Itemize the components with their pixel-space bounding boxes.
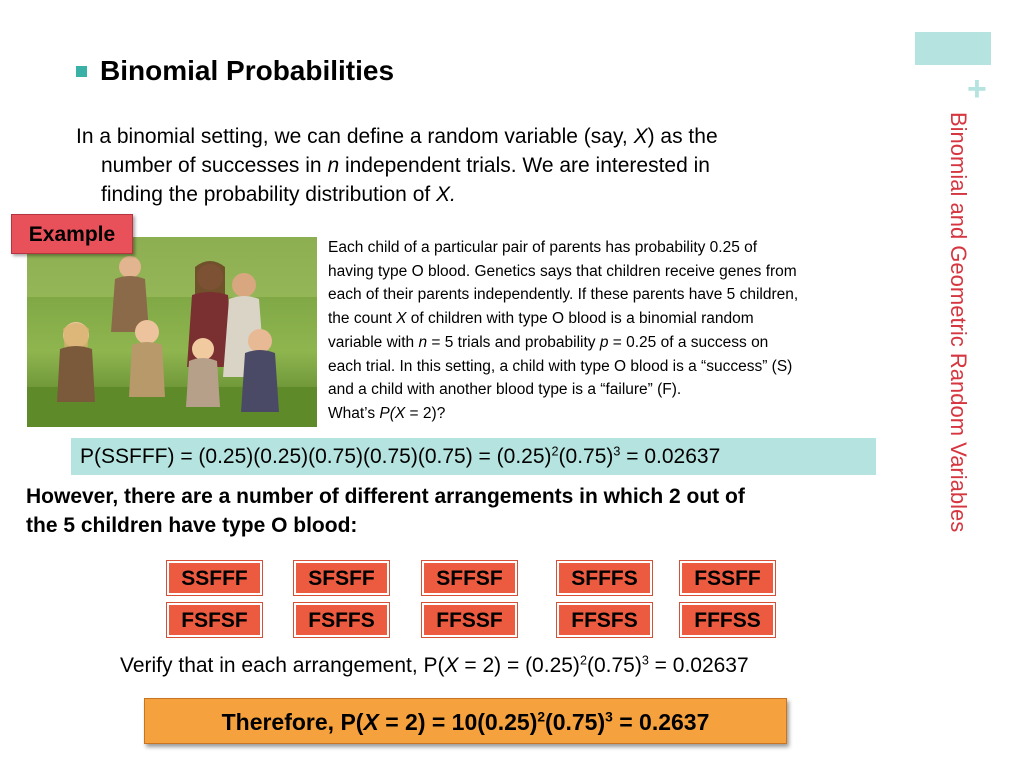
intro-line-3: finding the probability distribution of X. (101, 183, 456, 206)
arrangements-intro: However, there are a number of different arrangements in which 2 out of the 5 children have type O blood: (26, 485, 745, 537)
sequence-probability-formula: P(SSFFF) = $(0.25)(0.25)(0.75)(0.75)(0.75) = (0.25)^2(0.75)^3 = 0.02637$ (71, 438, 876, 475)
example-badge: Example (11, 214, 133, 254)
decorative-plus-icon: + (967, 70, 987, 108)
slide-heading: Binomial Probabilities (100, 55, 395, 86)
conclusion-box: Therefore, $P(X = 2) = 10(0.25)^2(0.75)^3 = 0.2637$ (144, 698, 787, 744)
arrangement-box: FSSFF (680, 561, 775, 595)
arrangement-box: FSFSF (167, 603, 262, 637)
arrangement-box: FFFSS (680, 603, 775, 637)
intro-line-1: In a binomial setting, we can define a random variable (say, X) as the (76, 125, 718, 148)
family-photo (27, 237, 317, 427)
intro-paragraph (76, 122, 876, 209)
side-title: Binomial and Geometric Random Variables (946, 112, 971, 533)
heading-row (76, 55, 394, 87)
bullet-square-icon (76, 66, 87, 77)
arrangement-box: FFSFS (557, 603, 652, 637)
arrangement-box: SFFFS (557, 561, 652, 595)
arrangement-box: SFFSF (422, 561, 517, 595)
arrangement-box: FFSSF (422, 603, 517, 637)
example-paragraph: Each child of a particular pair of parents has probability 0.25 of having type O blood. Genetics says that children receive genes from each of their parents independently. If these parents have 5 children, the count X of children with type O blood is a binomial random variable with n = 5 trials and probability p = 0.25 of a success on each trial. In this setting, a child with type O blood is a “success” (S) and a child with another blood type is a “failure” (F). What’s P(X = 2)? (328, 239, 799, 422)
arrangement-box: SFSFF (294, 561, 389, 595)
arrangement-box: FSFFS (294, 603, 389, 637)
decorative-teal-rectangle (915, 32, 991, 65)
intro-line-2: number of successes in n independent trials. We are interested in (101, 154, 710, 177)
verify-statement: Verify that in each arrangement, $P(X = 2) = (0.25)^2(0.75)^3 = 0.02637$ (120, 653, 749, 677)
arrangement-box: SSFFF (167, 561, 262, 595)
